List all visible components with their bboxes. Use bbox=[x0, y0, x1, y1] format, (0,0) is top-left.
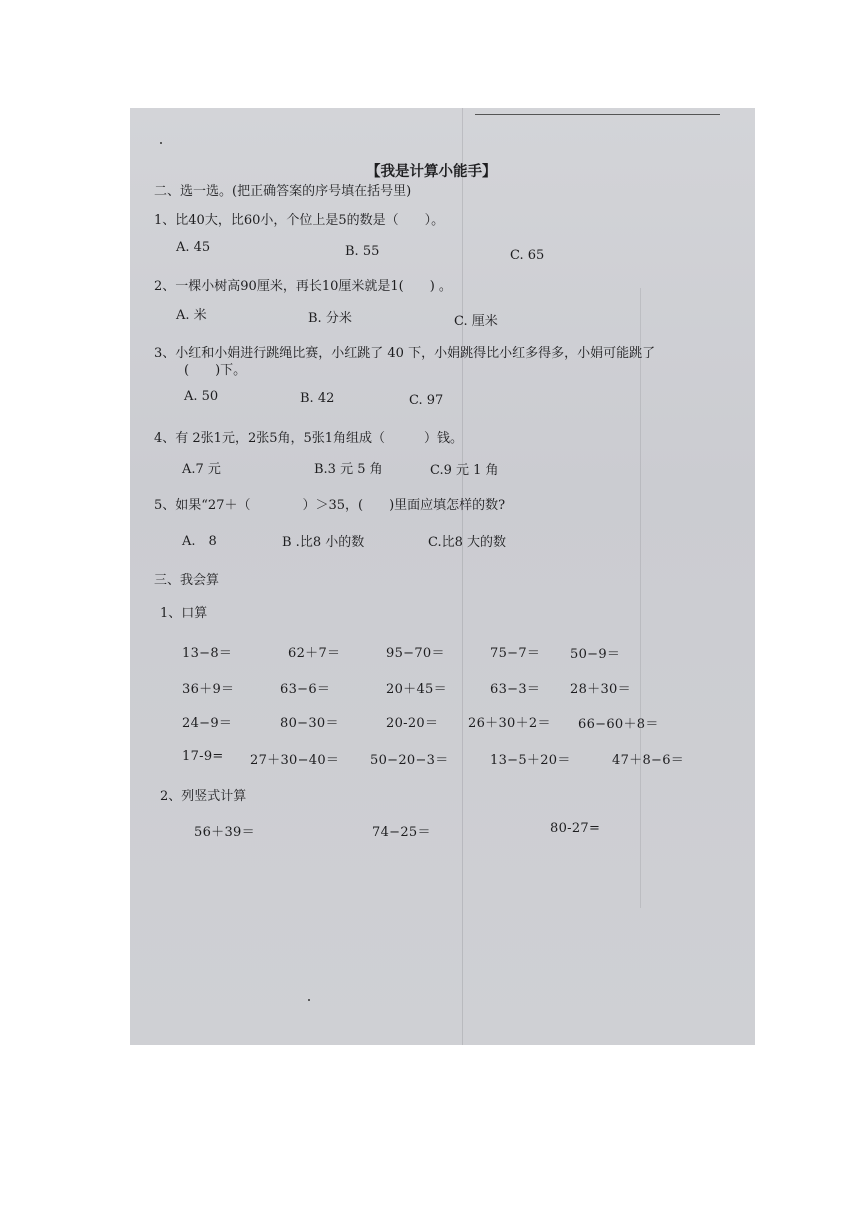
ink-speck bbox=[308, 999, 310, 1001]
q4-option-a: A.7 元 bbox=[182, 462, 221, 477]
oral-item: 63−6＝ bbox=[280, 682, 331, 697]
q4-option-c: C.9 元 1 角 bbox=[430, 463, 499, 478]
oral-item: 80−30＝ bbox=[280, 716, 339, 731]
q2-option-a: A. 米 bbox=[176, 308, 207, 323]
oral-item: 36＋9＝ bbox=[182, 682, 235, 697]
fold-crease bbox=[462, 108, 463, 1045]
ink-speck bbox=[160, 142, 162, 144]
oral-item: 26＋30＋2＝ bbox=[468, 716, 551, 731]
oral-item: 50−9＝ bbox=[570, 647, 621, 662]
question-4: 4、有 2张1元，2张5角，5张1角组成（ ）钱。 bbox=[154, 431, 464, 446]
q3-option-b: B. 42 bbox=[300, 391, 335, 406]
q4-option-b: B.3 元 5 角 bbox=[314, 462, 383, 477]
q3-option-a: A. 50 bbox=[184, 389, 219, 404]
q1-option-a: A. 45 bbox=[176, 240, 211, 255]
oral-item: 28＋30＝ bbox=[570, 682, 631, 697]
oral-item: 24−9＝ bbox=[182, 716, 233, 731]
q1-option-c: C. 65 bbox=[510, 248, 545, 263]
oral-item: 95−70＝ bbox=[386, 646, 445, 661]
oral-item: 66−60＋8＝ bbox=[578, 717, 659, 732]
q3-option-c: C. 97 bbox=[409, 393, 444, 408]
oral-item: 63−3＝ bbox=[490, 682, 541, 697]
question-1: 1、比40大，比60小，个位上是5的数是（ ）。 bbox=[154, 213, 445, 228]
question-3-line1: 3、小红和小娟进行跳绳比赛，小红跳了 40 下，小娟跳得比小红多得多，小娟可能跳了 bbox=[154, 346, 656, 361]
vertical-item: 56＋39＝ bbox=[194, 825, 255, 840]
q2-option-c: C. 厘米 bbox=[454, 314, 498, 329]
bleed-through-line bbox=[640, 288, 641, 908]
vertical-item: 80-27= bbox=[550, 821, 601, 836]
oral-item: 17-9= bbox=[182, 749, 224, 764]
oral-item: 75−7＝ bbox=[490, 646, 541, 661]
oral-item: 27＋30−40＝ bbox=[250, 753, 340, 768]
question-3-line2: ( )下。 bbox=[184, 363, 247, 378]
q5-option-a: A. 8 bbox=[182, 534, 217, 549]
oral-item: 47＋8−6＝ bbox=[612, 753, 685, 768]
oral-item: 62＋7＝ bbox=[288, 646, 341, 661]
oral-item: 13−8＝ bbox=[182, 646, 233, 661]
oral-item: 20＋45＝ bbox=[386, 682, 447, 697]
q5-option-b: B .比8 小的数 bbox=[282, 535, 365, 550]
page-title: 【我是计算小能手】 bbox=[366, 163, 497, 180]
section2-heading: 二、选一选。(把正确答案的序号填在括号里) bbox=[154, 184, 412, 199]
oral-item: 50−20−3＝ bbox=[370, 753, 449, 768]
vertical-item: 74−25＝ bbox=[372, 825, 431, 840]
q1-option-b: B. 55 bbox=[345, 244, 380, 259]
worksheet-page bbox=[130, 108, 755, 1045]
oral-item: 13−5＋20＝ bbox=[490, 753, 571, 768]
vertical-calc-heading: 2、列竖式计算 bbox=[160, 789, 247, 804]
section3-heading: 三、我会算 bbox=[154, 573, 220, 588]
oral-item: 20-20＝ bbox=[386, 716, 439, 731]
q2-option-b: B. 分米 bbox=[308, 311, 352, 326]
oral-calc-heading: 1、口算 bbox=[160, 606, 208, 621]
question-5: 5、如果“27＋（ ）＞35，( )里面应填怎样的数? bbox=[154, 498, 506, 513]
top-rule bbox=[475, 114, 720, 115]
q5-option-c: C.比8 大的数 bbox=[428, 535, 507, 550]
question-2: 2、一棵小树高90厘米，再长10厘米就是1( ) 。 bbox=[154, 279, 452, 294]
